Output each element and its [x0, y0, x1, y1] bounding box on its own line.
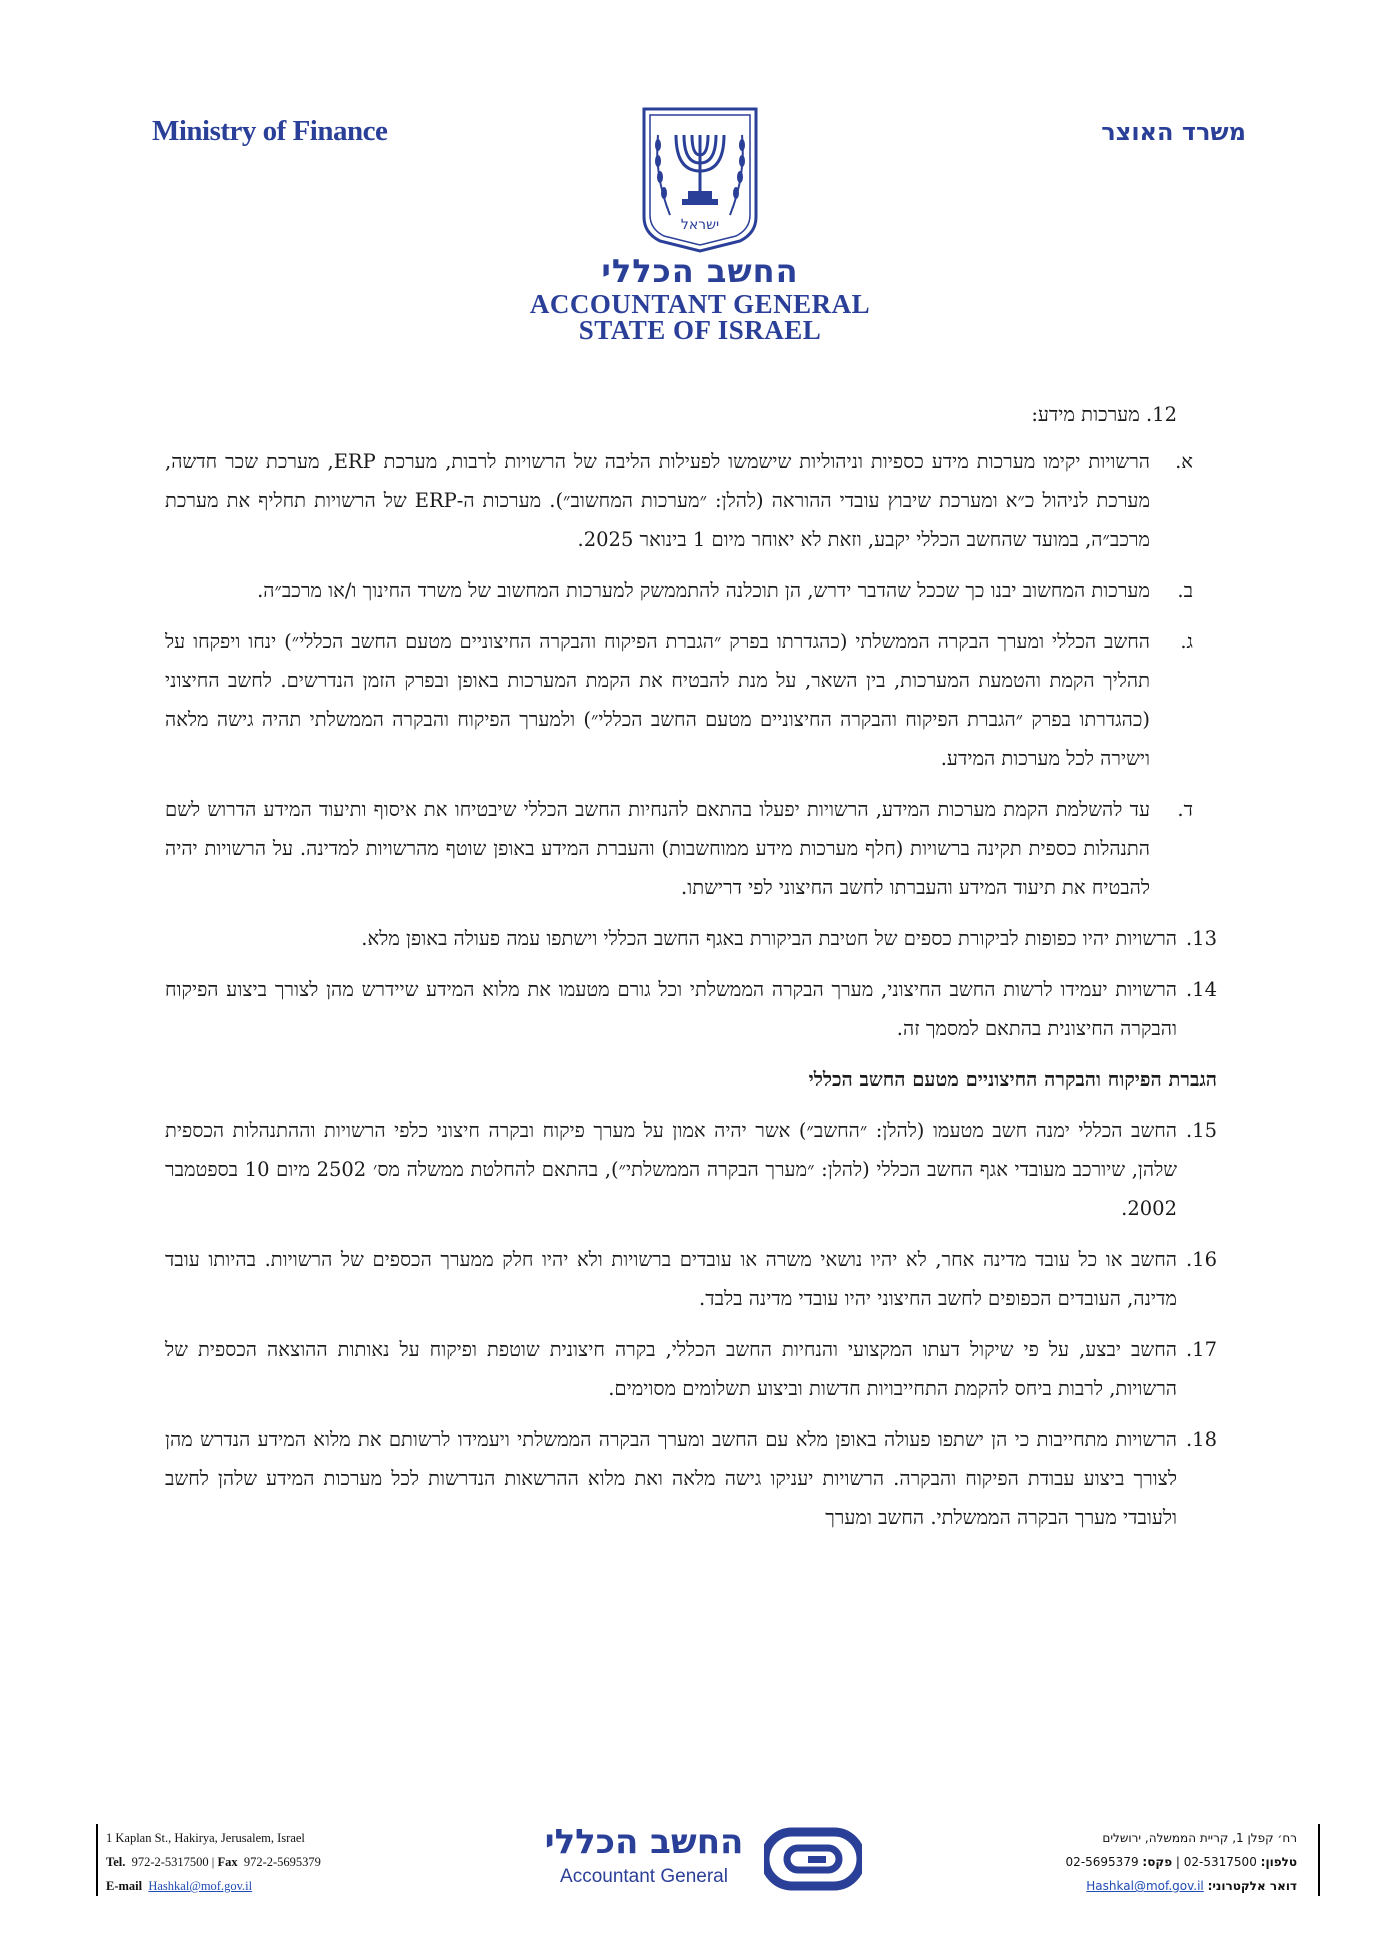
item-14: [165, 970, 1217, 1048]
header-ministry-en: Ministry of Finance: [152, 115, 388, 147]
tel-value-he: 02-5317500: [1183, 1855, 1257, 1869]
footer-phone-he: טלפון: 02-5317500 | פקס: 02-5695379: [1065, 1855, 1297, 1869]
item-text: הרשויות יקימו מערכות מידע כספיות וניהוליות שישמשו לפעילות הליבה של הרשויות לרבות, מערכת ERP, מערכת שכר חדשה, מערכת לניהול כ״א ומערכת שיבוץ עובדי ההוראה (להלן: ״מערכות המחשוב״). מערכות ה-ERP של הרשויות תחליף את מערכת מרכב״ה, במועד שהחשב הכללי יקבע, וזאת לא יאוחר מיום 1 בינואר 2025.: [165, 450, 1151, 551]
fax-value: 972-2-5695379: [243, 1855, 321, 1869]
item-13: [165, 919, 1217, 958]
item-12b: [165, 571, 1217, 610]
item-number: 18.: [1185, 1428, 1217, 1451]
footer-email-en: [106, 1874, 321, 1898]
item-12a: [165, 442, 1217, 559]
item-text: הרשויות מתחייבות כי הן ישתפו פעולה באופן מלא עם החשב ומערך הבקרה הממשלתי ויעמידו לרשותם את מלוא המידע הנדרש מהן לצורך ביצוע עבודת הפיקוח והבקרה. הרשויות יעניקו גישה מלאה ואת מלוא ההרשאות הנדרשות לכל מערכות המידע שלהן לחשב ולעובדי מערך הבקרה הממשלתי. החשב ומערך: [165, 1428, 1177, 1529]
footer-logo-en: Accountant General: [560, 1866, 728, 1887]
item-12d: [165, 790, 1217, 907]
footer-contact-he: [1066, 1826, 1297, 1898]
tel-value: 972-2-5317500: [131, 1855, 209, 1869]
item-number: ב.: [1177, 579, 1193, 602]
item-18: [165, 1420, 1217, 1537]
item-number: 16.: [1185, 1248, 1217, 1271]
dept-subtitle-en: STATE OF ISRAEL: [578, 315, 822, 345]
dept-title-he: החשב הכללי: [601, 252, 799, 290]
section-title: הגברת הפיקוח והבקרה החיצוניים מטעם החשב הכללי: [808, 1068, 1217, 1091]
email-link-he[interactable]: Hashkal@mof.gov.il: [1086, 1879, 1204, 1893]
footer-contact-en: [106, 1826, 321, 1898]
dept-title-en: ACCOUNTANT GENERAL: [529, 289, 871, 319]
item-12-heading: 12. מערכות מידע:: [1031, 403, 1177, 426]
fax-value-he: 02-5695379: [1065, 1855, 1139, 1869]
email-label: E-mail: [106, 1879, 143, 1893]
item-number: ג.: [1180, 630, 1193, 653]
item-number: ד.: [1177, 798, 1193, 821]
item-number: א.: [1175, 450, 1193, 473]
item-number: 14.: [1185, 978, 1217, 1001]
fax-label: Fax: [217, 1855, 238, 1869]
item-16: [165, 1240, 1217, 1318]
emblem-text: ישראל: [680, 217, 720, 233]
tel-label-he: טלפון:: [1260, 1855, 1297, 1869]
email-link[interactable]: Hashkal@mof.gov.il: [148, 1879, 253, 1893]
footer-phone-en: Tel. 972-2-5317500 | Fax 972-2-5695379: [106, 1855, 321, 1869]
item-15: [165, 1111, 1217, 1228]
state-emblem-icon: [640, 105, 760, 253]
item-number: 13.: [1185, 927, 1217, 950]
item-number: 17.: [1185, 1338, 1217, 1361]
footer-divider-left: [96, 1824, 98, 1896]
footer-logo-he: החשב הכללי: [544, 1822, 744, 1862]
accountant-general-logo-icon: [764, 1826, 862, 1892]
document-body: [165, 395, 1217, 1549]
header-ministry-he: משרד האוצר: [1101, 118, 1246, 146]
item-17: [165, 1330, 1217, 1408]
fax-label-he: פקס:: [1142, 1855, 1173, 1869]
item-12c: [165, 622, 1217, 778]
footer-divider-right: [1318, 1824, 1320, 1896]
item-text: הרשויות יהיו כפופות לביקורת כספים של חטיבת הביקורת באגף החשב הכללי וישתפו עמה פעולה באופן מלא.: [361, 927, 1177, 950]
item-text: החשב הכללי ומערך הבקרה הממשלתי (כהגדרתו בפרק ״הגברת הפיקוח והבקרה החיצוניים מטעם החשב הכללי״) ינחו ויפקחו על תהליך הקמת והטמעת המערכות, בין השאר, על מנת להבטיח את הקמת המערכות באופן ובפרק הזמן הנדרשים. לחשב החיצוני (כהגדרתו בפרק ״הגברת הפיקוח והבקרה החיצוניים מטעם החשב הכללי״) ולמערך הפיקוח והבקרה הממשלתי תהיה גישה מלאה וישירה לכל מערכות המידע.: [165, 630, 1150, 770]
item-text: מערכות המחשוב יבנו כך שככל שהדבר ידרש, הן תוכלנה להתממשק למערכות המחשוב של משרד החינוך ו/או מרכב״ה.: [257, 579, 1150, 602]
item-text: עד להשלמת הקמת מערכות המידע, הרשויות יפעלו בהתאם להנחיות החשב הכללי שיבטיחו את איסוף ותיעוד המידע הדרוש לשם התנהלות כספית תקינה ברשויות (חלף מערכות מידע ממוחשבות) והעברת המידע באופן שוטף מהרשויות למדינה. על הרשויות יהיה להבטיח את תיעוד המידע והעברתו לחשב החיצוני לפי דרישתו.: [165, 798, 1150, 899]
tel-label: Tel.: [106, 1855, 126, 1869]
footer-address-en: 1 Kaplan St., Hakirya, Jerusalem, Israel: [106, 1831, 305, 1845]
email-label-he: דואר אלקטרוני:: [1207, 1879, 1297, 1893]
item-text: הרשויות יעמידו לרשות החשב החיצוני, מערך הבקרה הממשלתי וכל גורם מטעמו את מלוא המידע שיידרש מהן לצורך ביצוע הפיקוח והבקרה החיצונית בהתאם למסמך זה.: [165, 978, 1177, 1040]
footer-address-he: רח׳ קפלן 1, קריית הממשלה, ירושלים: [1102, 1831, 1297, 1845]
footer-email-he: [1066, 1874, 1297, 1898]
item-text: החשב יבצע, על פי שיקול דעתו המקצועי והנחיות החשב הכללי, בקרה חיצונית שוטפת ופיקוח על נאותות ההוצאה הכספית של הרשויות, לרבות ביחס להקמת התחייבויות חדשות וביצוע תשלומים מסוימים.: [165, 1338, 1177, 1400]
item-text: החשב או כל עובד מדינה אחר, לא יהיו נושאי משרה או עובדים ברשויות ולא יהיו חלק ממערך הכספים של הרשויות. בהיותו עובד מדינה, העובדים הכפופים לחשב החיצוני יהיו עובדי מדינה בלבד.: [165, 1248, 1177, 1310]
item-number: 15.: [1185, 1119, 1217, 1142]
item-text: החשב הכללי ימנה חשב מטעמו (להלן: ״החשב״) אשר יהיה אמון על מערך פיקוח ובקרה חיצוני כלפי הרשויות וההתנהלות הכספית שלהן, שיורכב מעובדי אגף החשב הכללי (להלן: ״מערך הבקרה הממשלתי״), בהתאם להחלטת ממשלה מס׳ 2502 מיום 10 בספטמבר 2002.: [165, 1119, 1178, 1220]
